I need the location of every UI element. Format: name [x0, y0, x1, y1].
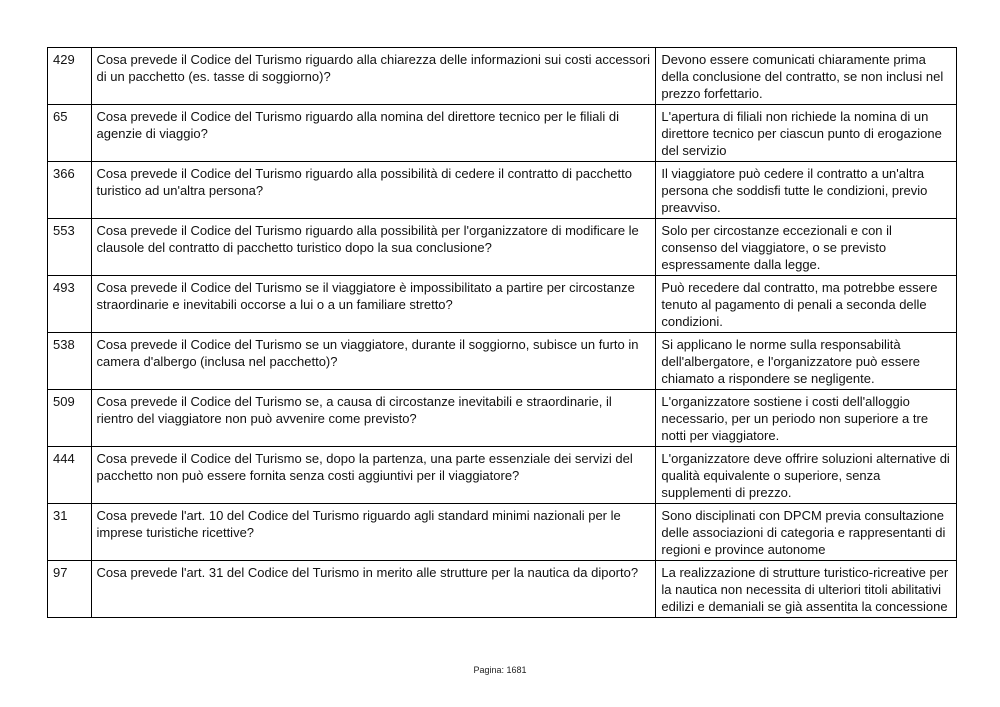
table-row	[48, 447, 957, 504]
row-answer: Può recedere dal contratto, ma potrebbe essere tenuto al pagamento di penali a seconda delle condizioni.	[656, 276, 957, 333]
row-id: 31	[48, 504, 92, 561]
row-question: Cosa prevede il Codice del Turismo riguardo alla possibilità per l'organizzatore di modificare le clausole del contratto di pacchetto turistico dopo la sua conclusione?	[91, 219, 656, 276]
table-row	[48, 276, 957, 333]
row-question: Cosa prevede il Codice del Turismo se, a causa di circostanze inevitabili e straordinarie, il rientro del viaggiatore non può avvenire come previsto?	[91, 390, 656, 447]
table-row	[48, 48, 957, 105]
row-question: Cosa prevede il Codice del Turismo se un viaggiatore, durante il soggiorno, subisce un furto in camera d'albergo (inclusa nel pacchetto)?	[91, 333, 656, 390]
table-row	[48, 105, 957, 162]
row-question: Cosa prevede il Codice del Turismo riguardo alla possibilità di cedere il contratto di pacchetto turistico ad un'altra persona?	[91, 162, 656, 219]
row-id: 538	[48, 333, 92, 390]
row-answer: Il viaggiatore può cedere il contratto a un'altra persona che soddisfi tutte le condizioni, previo preavviso.	[656, 162, 957, 219]
table-row	[48, 504, 957, 561]
table-row	[48, 390, 957, 447]
row-answer: Sono disciplinati con DPCM previa consultazione delle associazioni di categoria e rappresentanti di regioni e province autonome	[656, 504, 957, 561]
row-answer: L'apertura di filiali non richiede la nomina di un direttore tecnico per ciascun punto di erogazione del servizio	[656, 105, 957, 162]
qa-table	[47, 47, 957, 618]
row-answer: Devono essere comunicati chiaramente prima della conclusione del contratto, se non inclusi nel prezzo forfettario.	[656, 48, 957, 105]
table-row	[48, 162, 957, 219]
page-number: Pagina: 1681	[473, 665, 527, 675]
row-question: Cosa prevede il Codice del Turismo se, dopo la partenza, una parte essenziale dei servizi del pacchetto non può essere fornita senza costi aggiuntivi per il viaggiatore?	[91, 447, 656, 504]
row-question: Cosa prevede il Codice del Turismo riguardo alla chiarezza delle informazioni sui costi accessori di un pacchetto (es. tasse di soggiorno)?	[91, 48, 656, 105]
row-question: Cosa prevede l'art. 10 del Codice del Turismo riguardo agli standard minimi nazionali per le imprese turistiche ricettive?	[91, 504, 656, 561]
row-answer: L'organizzatore deve offrire soluzioni alternative di qualità equivalente o superiore, senza supplementi di prezzo.	[656, 447, 957, 504]
row-question: Cosa prevede il Codice del Turismo se il viaggiatore è impossibilitato a partire per circostanze straordinarie e inevitabili occorse a lui o a un familiare stretto?	[91, 276, 656, 333]
row-answer: Solo per circostanze eccezionali e con il consenso del viaggiatore, o se previsto espressamente dalla legge.	[656, 219, 957, 276]
row-id: 509	[48, 390, 92, 447]
row-id: 65	[48, 105, 92, 162]
row-answer: Si applicano le norme sulla responsabilità dell'albergatore, e l'organizzatore può essere chiamato a rispondere se negligente.	[656, 333, 957, 390]
row-id: 366	[48, 162, 92, 219]
row-question: Cosa prevede l'art. 31 del Codice del Turismo in merito alle strutture per la nautica da diporto?	[91, 561, 656, 618]
row-id: 553	[48, 219, 92, 276]
row-answer: La realizzazione di strutture turistico-ricreative per la nautica non necessita di ulteriori titoli abilitativi edilizi e demaniali se già assentita la concessione	[656, 561, 957, 618]
row-id: 429	[48, 48, 92, 105]
row-question: Cosa prevede il Codice del Turismo riguardo alla nomina del direttore tecnico per le filiali di agenzie di viaggio?	[91, 105, 656, 162]
row-answer: L'organizzatore sostiene i costi dell'alloggio necessario, per un periodo non superiore a tre notti per viaggiatore.	[656, 390, 957, 447]
row-id: 444	[48, 447, 92, 504]
row-id: 493	[48, 276, 92, 333]
table-row	[48, 333, 957, 390]
row-id: 97	[48, 561, 92, 618]
table-row	[48, 219, 957, 276]
table-row	[48, 561, 957, 618]
